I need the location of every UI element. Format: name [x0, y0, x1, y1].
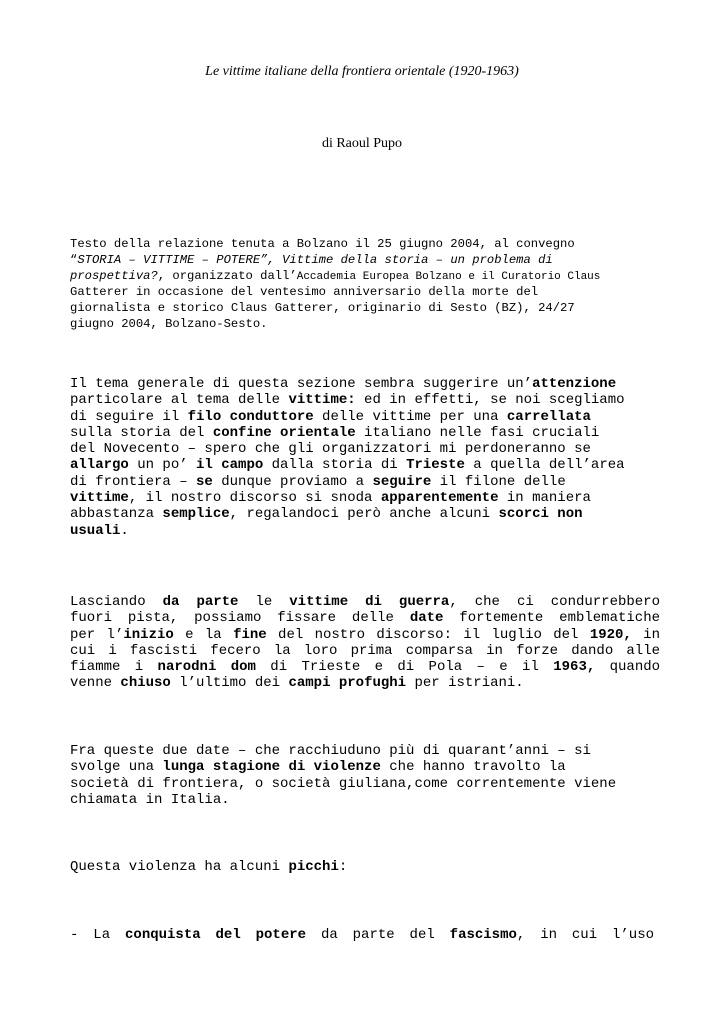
note-line: giornalista e storico Claus Gatterer, originario di Sesto (BZ), 24/27 — [70, 301, 575, 315]
document-author: di Raoul Pupo — [321, 136, 403, 151]
paragraph-tema-generale: Il tema generale di questa sezione sembra suggerire un’attenzione particolare al tema delle vittime: ed in effetti, se noi scegliamo di seguire il filo conduttore delle vittime per una carrellata sulla storia del confine orientale italiano nelle fasi cruciali del Novecento – spero che gli organizzatori mi perdoneranno se allargo un po’ il campo dalla storia di Trieste a quella dell’area di frontiera – se dunque proviamo a seguire il filone delle vittime, il nostro discorso si snoda apparentemente in maniera abbastanza semplice, regalandoci però anche alcuni scorci non usuali. — [70, 376, 625, 539]
presentation-note — [70, 236, 670, 332]
note-line: “STORIA – VITTIME – POTERE”, Vittime della storia – un problema di — [70, 253, 553, 267]
paragraph-picchi: Questa violenza ha alcuni picchi: — [70, 859, 348, 875]
note-line: prospettiva?, organizzato dall’Accademia Europea Bolzano e il Curatorio Claus — [70, 269, 601, 283]
paragraph-conquista-potere: - La conquista del potere da parte del fascismo, in cui l’uso — [70, 927, 655, 943]
note-line: Gatterer in occasione del ventesimo anniversario della morte del — [70, 285, 539, 299]
paragraph-fra-queste-date: Fra queste due date – che racchiuduno più di quarant’anni – si svolge una lunga stagione di violenze che hanno travolto la società di frontiera, o società giuliana,come correntemente viene chiamata in Italia. — [70, 743, 617, 808]
note-line: giugno 2004, Bolzano-Sesto. — [70, 317, 268, 331]
paragraph-lasciando: Lasciando da parte le vittime di guerra, che ci condurrebbero fuori pista, possiamo fissare delle date fortemente emblematiche per l’inizio e la fine del nostro discorso: il luglio del 1920, in cui i fascisti fecero la loro prima comparsa in forze dando alle fiamme i narodni dom di Trieste e di Pola – e il 1963, quando venne chiuso l’ultimo dei campi profughi per istriani. — [70, 594, 661, 692]
note-line: Testo della relazione tenuta a Bolzano il 25 giugno 2004, al convegno — [70, 237, 575, 251]
document-title: Le vittime italiane della frontiera orientale (1920-1963) — [205, 64, 519, 79]
